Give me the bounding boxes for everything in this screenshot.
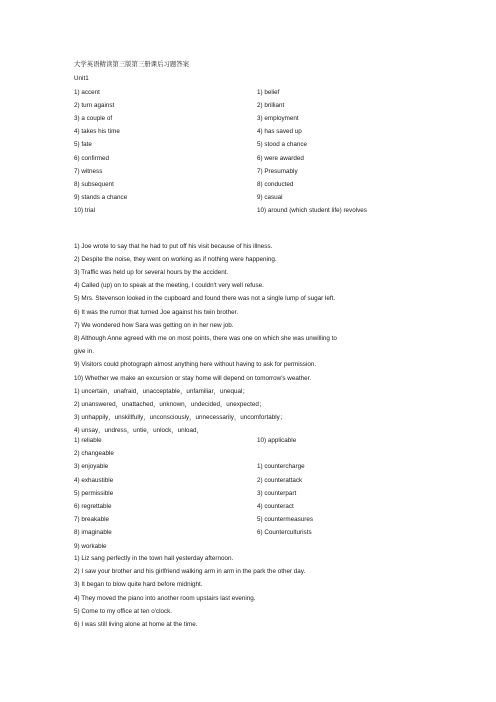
answer-item: 9) casual: [257, 194, 283, 202]
answer-item: 1) belief: [257, 88, 280, 96]
answer-line: 6) It was the rumor that turned Joe against his twin brother.: [74, 308, 239, 316]
answer-line: 4) They moved the piano into another room upstairs last evening.: [74, 594, 256, 602]
answer-item: 3) enjoyable: [74, 463, 109, 471]
answer-item: 6) confirmed: [74, 154, 109, 162]
answer-item: 6) Counterculturists: [257, 529, 312, 537]
answer-item: 3) employment: [257, 114, 299, 122]
answer-line: 5) Come to my office at ten o'clock.: [74, 607, 173, 615]
answer-line: 1) uncertain，unafraid，unacceptable，unfamiliar，unequal；: [74, 387, 249, 395]
answer-item: 1) countercharge: [257, 463, 305, 471]
answer-item: 5) permissible: [74, 489, 114, 497]
answer-item: 2) counterattack: [257, 476, 303, 484]
answer-item: 2) changeable: [74, 450, 114, 458]
answer-item: 4) exhaustible: [74, 476, 114, 484]
answer-item: 9) stands a chance: [74, 194, 128, 202]
answer-item: 9) workable: [74, 542, 107, 550]
answer-item: 7) witness: [74, 167, 103, 175]
answer-line: 8) Although Anne agreed with me on most points, there was one on which she was unwilling to: [74, 334, 337, 342]
answer-item: 1) reliable: [74, 437, 102, 444]
answer-line: 4) unsay，undress，untie，unlock，unload，: [74, 427, 203, 435]
answer-item: 4) takes his time: [74, 128, 120, 136]
answer-line: 7) We wondered how Sara was getting on in her new job.: [74, 321, 234, 329]
answer-line: 3) It began to blow quite hard before midnight.: [74, 581, 203, 589]
answer-line: 1) Joe wrote to say that he had to put off his visit because of his illness.: [74, 242, 273, 250]
answer-line: 10) Whether we make an excursion or stay home will depend on tomorrow's weather.: [74, 374, 312, 382]
answer-item: 3) counterpart: [257, 489, 297, 497]
answer-line: 2) unanswered，unattached，unknown，undecided，unexpected；: [74, 400, 266, 408]
answer-item: 8) imaginable: [74, 529, 112, 537]
document-title: 大学英语精读第三版第三册课后习题答案: [74, 60, 190, 68]
answer-line: give in.: [74, 348, 94, 356]
answer-item: 10) applicable: [257, 437, 297, 444]
answer-line: 6) I was still living alone at home at the time.: [74, 621, 198, 628]
answer-line: 3) Traffic was held up for several hours by the accident.: [74, 268, 229, 276]
answer-item: 3) a couple of: [74, 114, 113, 122]
answer-item: 5) fate: [74, 141, 92, 149]
answer-line: 2) Despite the noise, they went on working as if nothing were happening.: [74, 255, 277, 263]
answer-item: 10) trial: [74, 207, 95, 215]
answer-line: 3) unhappily，unskillfully，unconsciously，unnecessarily，uncomfortably；: [74, 414, 287, 422]
answer-item: 7) Presumably: [257, 167, 298, 175]
answer-item: 5) countermeasures: [257, 516, 313, 524]
answer-line: 5) Mrs. Stevenson looked in the cupboard and found there was not a single lump of sugar left.: [74, 295, 336, 303]
answer-item: 2) brilliant: [257, 101, 285, 109]
answer-line: 2) I saw your brother and his girlfriend walking arm in arm in the park the other day.: [74, 568, 306, 576]
answer-item: 2) turn against: [74, 101, 115, 109]
answer-item: 8) subsequent: [74, 180, 114, 188]
answer-item: 6) were awarded: [257, 154, 304, 162]
answer-item: 4) has saved up: [257, 128, 302, 136]
answer-item: 8) conducted: [257, 180, 294, 188]
answer-line: 1) Liz sang perfectly in the town hall yesterday afternoon.: [74, 555, 234, 562]
answer-line: 4) Called (up) on to speak at the meeting, I couldn't very well refuse.: [74, 282, 264, 290]
answer-item: 6) regrettable: [74, 503, 112, 510]
answer-item: 1) accent: [74, 88, 100, 96]
answer-line: 9) Visitors could photograph almost anything here without having to ask for permission.: [74, 361, 317, 369]
answer-item: 10) around (which student life) revolves: [257, 207, 367, 215]
answer-item: 4) counteract: [257, 503, 294, 510]
answer-item: 5) stood a chance: [257, 141, 308, 149]
answer-item: 7) breakable: [74, 516, 110, 524]
unit-heading: Unit1: [74, 75, 89, 82]
